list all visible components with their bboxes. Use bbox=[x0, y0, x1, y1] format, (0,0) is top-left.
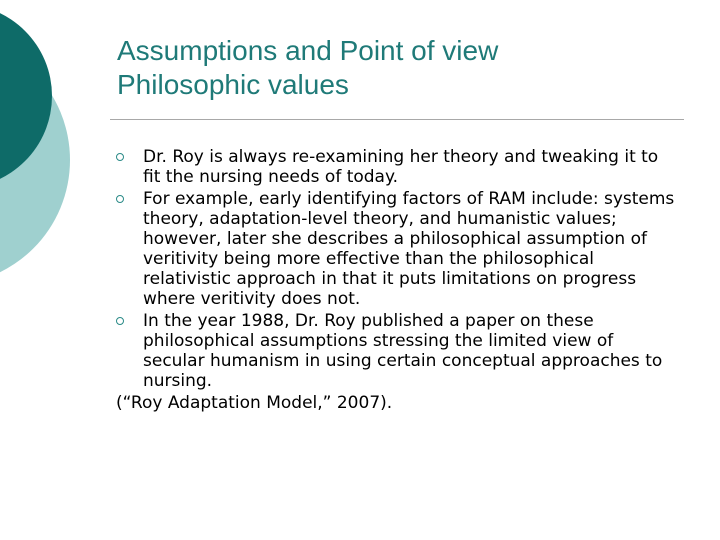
slide-title bbox=[117, 34, 697, 102]
citation bbox=[116, 393, 676, 413]
hollow-circle-icon bbox=[116, 195, 124, 203]
bullet-item bbox=[116, 311, 676, 391]
bullet-item bbox=[116, 189, 676, 309]
hollow-circle-icon bbox=[116, 317, 124, 325]
hollow-circle-icon bbox=[116, 153, 124, 161]
bullet-item bbox=[116, 147, 676, 187]
decorative-circles bbox=[0, 0, 90, 300]
slide-title-line-1: Assumptions and Point of view bbox=[117, 35, 499, 66]
bullet-list bbox=[116, 147, 676, 413]
bullet-text: For example, early identifying factors of RAM include: systems theory, adaptation-level theory, and humanistic values; however, later she describes a philosophical assumption of veritivity being more effective than the philosophical relativistic approach in that it puts limitations on progress where veritivity does not. bbox=[143, 189, 675, 309]
title-divider bbox=[110, 119, 684, 120]
citation-text: (“Roy Adaptation Model,” 2007). bbox=[116, 393, 393, 413]
bullet-text: Dr. Roy is always re-examining her theory and tweaking it to fit the nursing needs of today. bbox=[143, 147, 659, 187]
slide-title-line-2: Philosophic values bbox=[117, 69, 349, 100]
bullet-text: In the year 1988, Dr. Roy published a paper on these philosophical assumptions stressing the limited view of secular humanism in using certain conceptual approaches to nursing. bbox=[143, 311, 663, 391]
